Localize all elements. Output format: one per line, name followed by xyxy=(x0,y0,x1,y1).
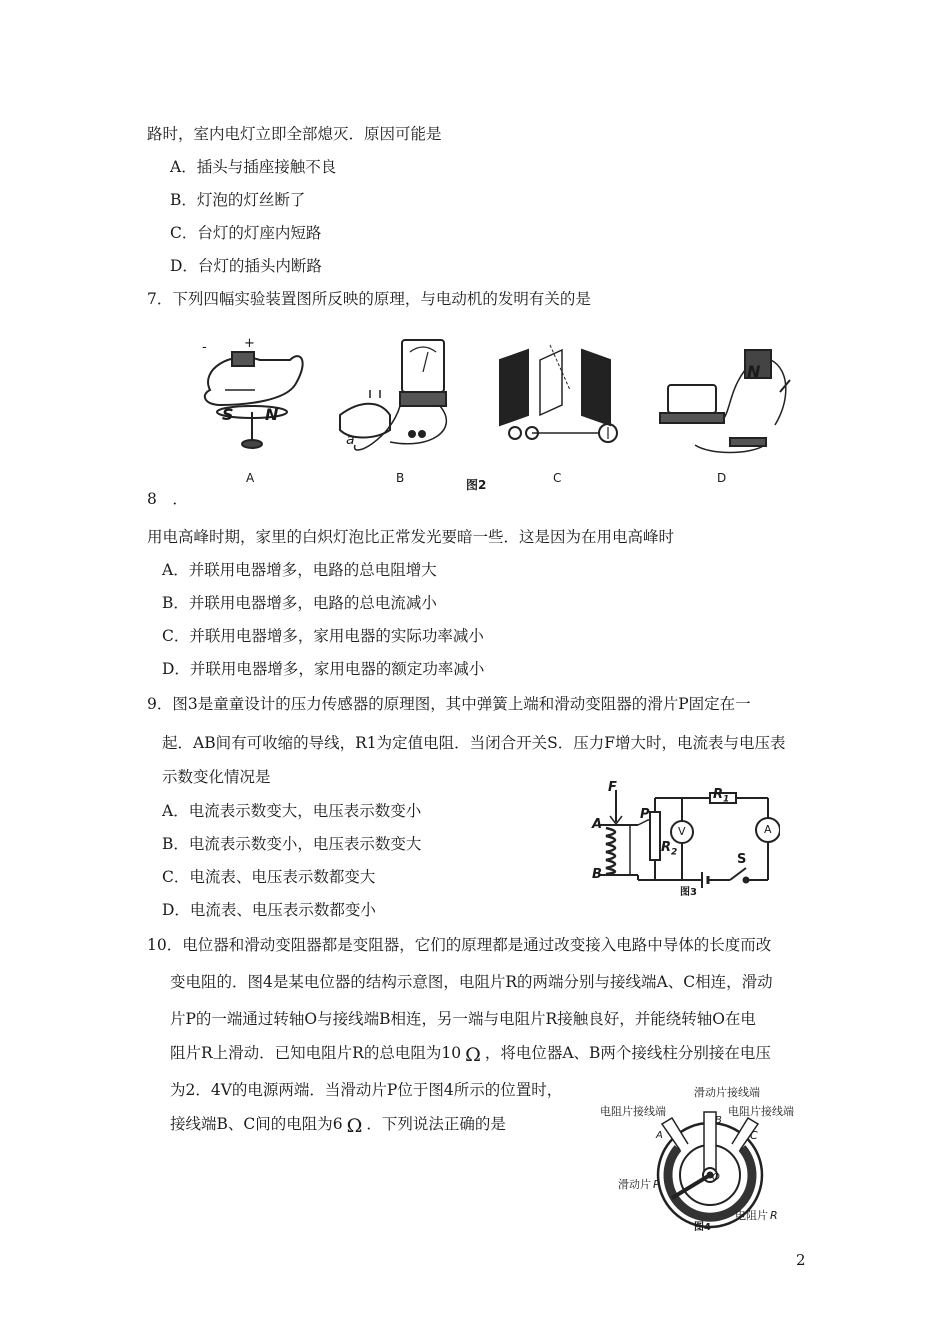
figure-3-label-s: S xyxy=(737,852,747,867)
q8-option-a: A．并联用电器增多，电路的总电阻增大 xyxy=(162,561,437,579)
q9-option-d: D．电流表、电压表示数都变小 xyxy=(162,901,376,919)
figure-4-slider-terminal-label: 滑动片接线端 xyxy=(694,1086,760,1099)
q10-stem-line-2: 变电阻的．图4是某电位器的结构示意图，电阻片R的两端分别与接线端A、C相连，滑动 xyxy=(170,973,773,991)
figure-4-label-a: A xyxy=(656,1130,663,1141)
figure-2-panel-d-drawing xyxy=(660,350,790,453)
figure-2-panel-b-drawing xyxy=(340,340,446,450)
q7-stem: 7．下列四幅实验装置图所反映的原理，与电动机的发明有关的是 xyxy=(147,290,591,308)
figure-4-label-b: B xyxy=(715,1115,722,1126)
q8-stem: 用电高峰时期，家里的白炽灯泡比正常发光要暗一些．这是因为在用电高峰时 xyxy=(147,528,675,546)
q9-stem-line-2: 起．AB间有可收缩的导线，R1为定值电阻．当闭合开关S．压力F增大时，电流表与电压表 xyxy=(162,734,786,752)
figure-3-label-b: B xyxy=(592,867,602,882)
q6-option-c: C．台灯的灯座内短路 xyxy=(170,224,322,242)
figure-3-ammeter: A xyxy=(764,823,772,836)
figure-2-panel-a-n-pole: N xyxy=(265,405,279,424)
q10-stem-line-4: 阻片R上滑动．已知电阻片R的总电阻为10 Ω ，将电位器A、B两个接线柱分别接在电压 xyxy=(170,1044,771,1066)
figure-3-caption: 图3 xyxy=(680,887,697,898)
figure-4-slider-label: 滑动片 P xyxy=(618,1178,660,1191)
figure-2-panel-label-d: D xyxy=(717,471,727,485)
figure-2-caption: 图2 xyxy=(466,478,487,492)
q9-stem-line-3: 示数变化情况是 xyxy=(162,768,271,786)
q8-option-d: D．并联用电器增多，家用电器的额定功率减小 xyxy=(162,660,485,678)
figure-4-label-c: C xyxy=(750,1129,758,1142)
figure-2-panel-b-a: a xyxy=(346,432,355,448)
q6-option-a: A．插头与插座接触不良 xyxy=(170,158,337,176)
q10-stem-line-5: 为2．4V的电源两端．当滑动片P位于图4所示的位置时， xyxy=(170,1081,563,1099)
q9-option-b: B．电流表示数变小，电压表示数变大 xyxy=(162,835,422,853)
q9-option-c: C．电流表、电压表示数都变大 xyxy=(162,868,376,886)
q9-option-a: A．电流表示数变大，电压表示数变小 xyxy=(162,802,422,820)
figure-2-panel-a-drawing xyxy=(205,352,303,448)
figure-3-label-r2: $R_2$ xyxy=(661,840,678,858)
q6-stem-continuation: 路时，室内电灯立即全部熄灭．原因可能是 xyxy=(147,125,442,143)
ohm-symbol: Ω xyxy=(346,1115,363,1137)
figure-4-left-terminal-label: 电阻片接线端 xyxy=(600,1105,666,1118)
q10-stem-line-1: 10．电位器和滑动变阻器都是变阻器，它们的原理都是通过改变接入电路中导体的长度而改 xyxy=(147,936,772,954)
figure-3-label-a: A xyxy=(592,817,603,832)
q8-number: 8 ． xyxy=(147,490,188,508)
figure-4-right-terminal-label: 电阻片接线端 xyxy=(728,1105,794,1118)
figure-2-panel-d-n-pole: N xyxy=(747,362,761,381)
page-number: 2 xyxy=(796,1251,806,1269)
figure-2-panel-c-drawing xyxy=(500,345,617,442)
ohm-symbol: Ω xyxy=(465,1044,481,1066)
figure-3-label-p: P xyxy=(640,807,650,822)
figure-4-resistor-label: 电阻片 R xyxy=(735,1209,778,1222)
figure-2-panel-a-plus: + xyxy=(244,336,255,351)
q6-option-d: D．台灯的插头内断路 xyxy=(170,257,322,275)
figure-3-label-f: F xyxy=(608,780,617,795)
q9-stem-line-1: 9．图3是童童设计的压力传感器的原理图，其中弹簧上端和滑动变阻器的滑片P固定在一 xyxy=(147,695,751,713)
figure-2-panel-label-a: A xyxy=(246,471,255,485)
q8-option-c: C．并联用电器增多，家用电器的实际功率减小 xyxy=(162,627,484,645)
q10-stem-line-3: 片P的一端通过转轴O与接线端B相连，另一端与电阻片R接触良好，并能绕转轴O在电 xyxy=(170,1010,756,1028)
figure-2-panel-a-minus: - xyxy=(202,340,207,355)
figure-4-label-o: O xyxy=(712,1172,720,1183)
figure-4-caption: 图4 xyxy=(694,1222,711,1233)
figure-2-panel-a-s-pole: S xyxy=(222,405,234,424)
figure-3-voltmeter: V xyxy=(678,825,686,838)
figure-2-panel-label-c: C xyxy=(553,471,562,485)
figure-2-panel-label-b: B xyxy=(396,471,405,485)
q6-option-b: B．灯泡的灯丝断了 xyxy=(170,191,306,209)
figure-3-label-r1: $R_1$ xyxy=(713,787,730,805)
q8-option-b: B．并联用电器增多，电路的总电流减小 xyxy=(162,594,437,612)
q10-stem-line-6: 接线端B、C间的电阻为6 Ω ．下列说法正确的是 xyxy=(170,1115,506,1137)
